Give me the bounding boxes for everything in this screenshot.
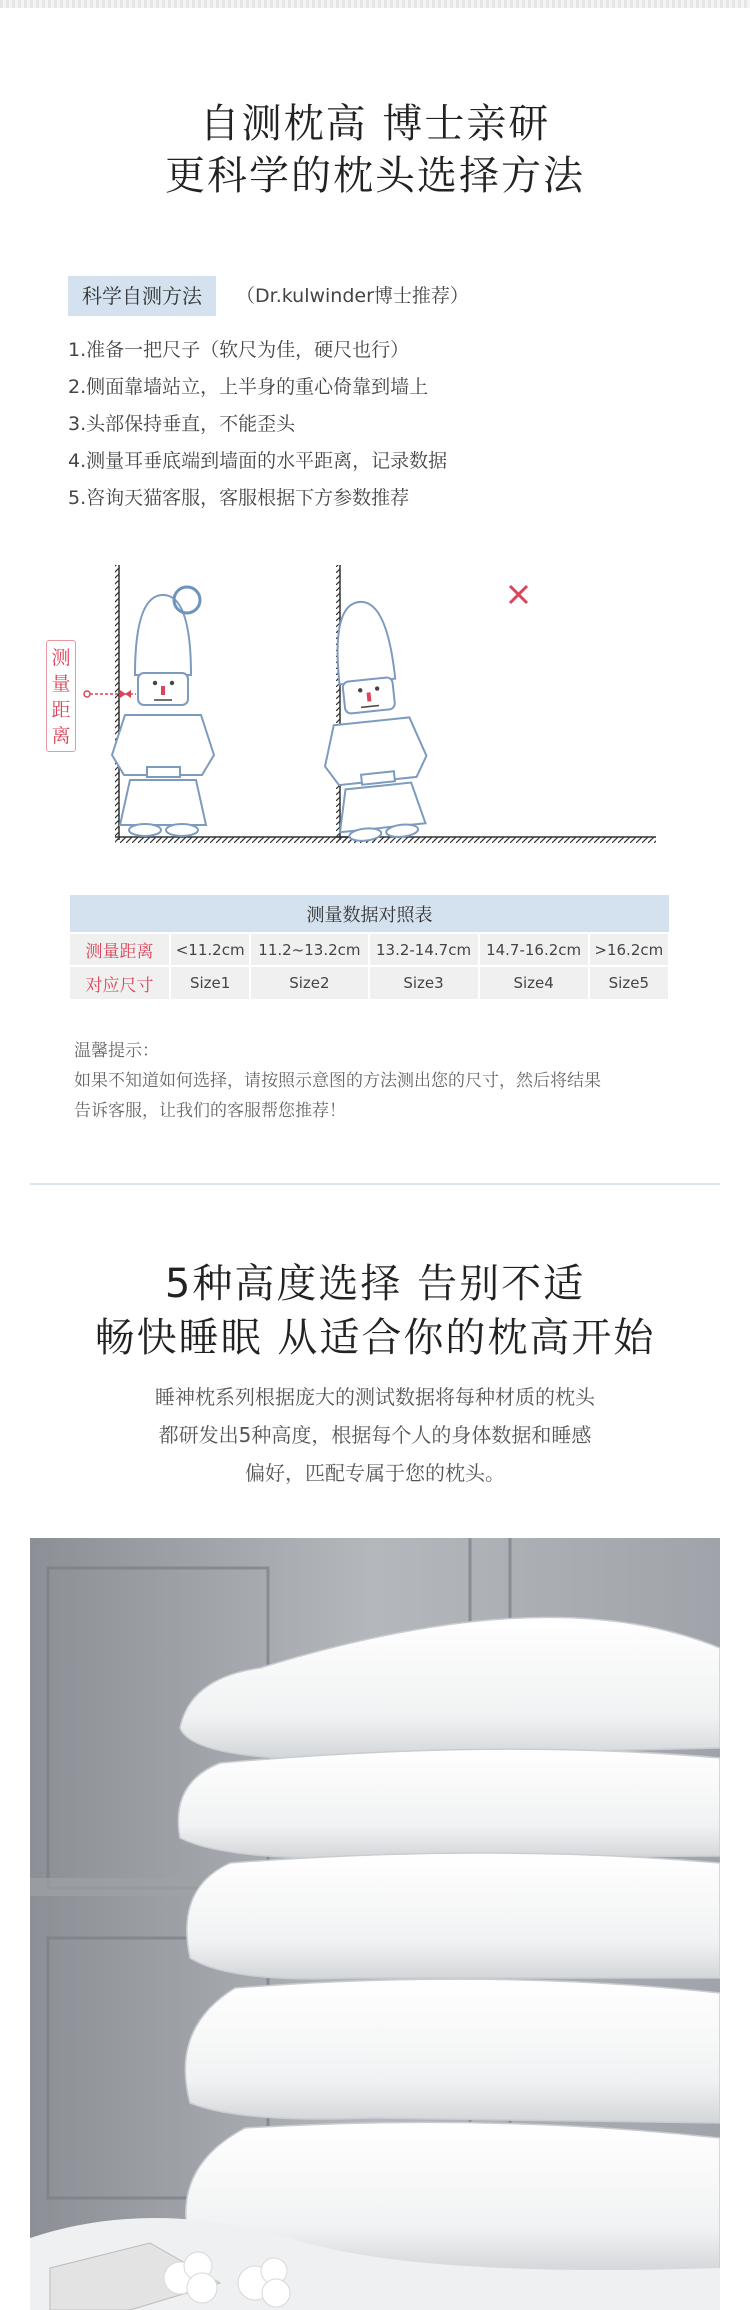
wrong-figure — [308, 597, 434, 844]
step-item: 4.测量耳垂底端到墙面的水平距离，记录数据 — [68, 450, 448, 472]
hero-title-line2: 更科学的枕头选择方法 — [165, 153, 585, 199]
pillow — [187, 1853, 720, 1979]
section2-title-line2: 畅快睡眠 从适合你的枕高开始 — [94, 1315, 656, 1361]
pillow-stack-photo — [30, 1538, 720, 2310]
tip-line: 告诉客服，让我们的客服帮您推荐！ — [74, 1101, 346, 1121]
pillow-illustration — [30, 1538, 720, 2310]
step-item: 5.咨询天猫客服，客服根据下方参数推荐 — [68, 487, 410, 509]
table-cell: 11.2~13.2cm — [250, 933, 368, 966]
method-tag: 科学自测方法 — [68, 276, 216, 316]
row-header-size: 对应尺寸 — [70, 966, 170, 999]
section2-title-line1: 5种高度选择 告别不适 — [164, 1261, 586, 1307]
desc-line: 都研发出5种高度，根据每个人的身体数据和睡感 — [158, 1423, 592, 1447]
table-cell: Size5 — [589, 966, 669, 999]
wrong-mark-icon — [510, 586, 527, 603]
table-cell: Size2 — [250, 966, 368, 999]
table-row — [70, 966, 669, 999]
table-title: 测量数据对照表 — [70, 895, 669, 933]
table-cell: Size3 — [369, 966, 479, 999]
pillow-stack — [178, 1617, 720, 2273]
table-row — [70, 933, 669, 966]
steps-list — [68, 332, 447, 517]
table-cell: 14.7-16.2cm — [479, 933, 589, 966]
tip-block — [74, 1036, 674, 1126]
method-subtitle: （Dr.kulwinder博士推荐） — [236, 285, 469, 307]
desc-line: 睡神枕系列根据庞大的测试数据将每种材质的枕头 — [155, 1385, 595, 1409]
top-decor-strip — [0, 0, 750, 8]
row-header-distance: 测量距离 — [70, 933, 170, 966]
table-cell: >16.2cm — [589, 933, 669, 966]
right-floor — [336, 837, 656, 843]
table-cell: 13.2-14.7cm — [369, 933, 479, 966]
pillow — [185, 1979, 720, 2123]
measure-arrow — [84, 690, 136, 698]
hero-title-line1: 自测枕高 博士亲研 — [199, 101, 551, 147]
size-table — [70, 895, 670, 999]
step-item: 1.准备一把尺子（软尺为佳，硬尺也行） — [68, 339, 410, 361]
step-item: 3.头部保持垂直，不能歪头 — [68, 413, 296, 435]
correct-mark-icon — [174, 587, 200, 613]
tip-title: 温馨提示： — [74, 1041, 159, 1061]
measurement-diagram — [30, 555, 680, 855]
desc-line: 偏好，匹配专属于您的枕头。 — [245, 1461, 505, 1485]
section2-description — [0, 1378, 750, 1492]
correct-figure — [112, 595, 214, 836]
section-divider — [30, 1183, 720, 1185]
measure-distance-label: 测量距离 — [46, 640, 76, 752]
pillow — [178, 1749, 720, 1858]
step-item: 2.侧面靠墙站立，上半身的重心倚靠到墙上 — [68, 376, 429, 398]
table-cell: Size1 — [170, 966, 250, 999]
table-cell: <11.2cm — [170, 933, 250, 966]
tip-line: 如果不知道如何选择，请按照示意图的方法测出您的尺寸，然后将结果 — [74, 1071, 601, 1091]
table-cell: Size4 — [479, 966, 589, 999]
